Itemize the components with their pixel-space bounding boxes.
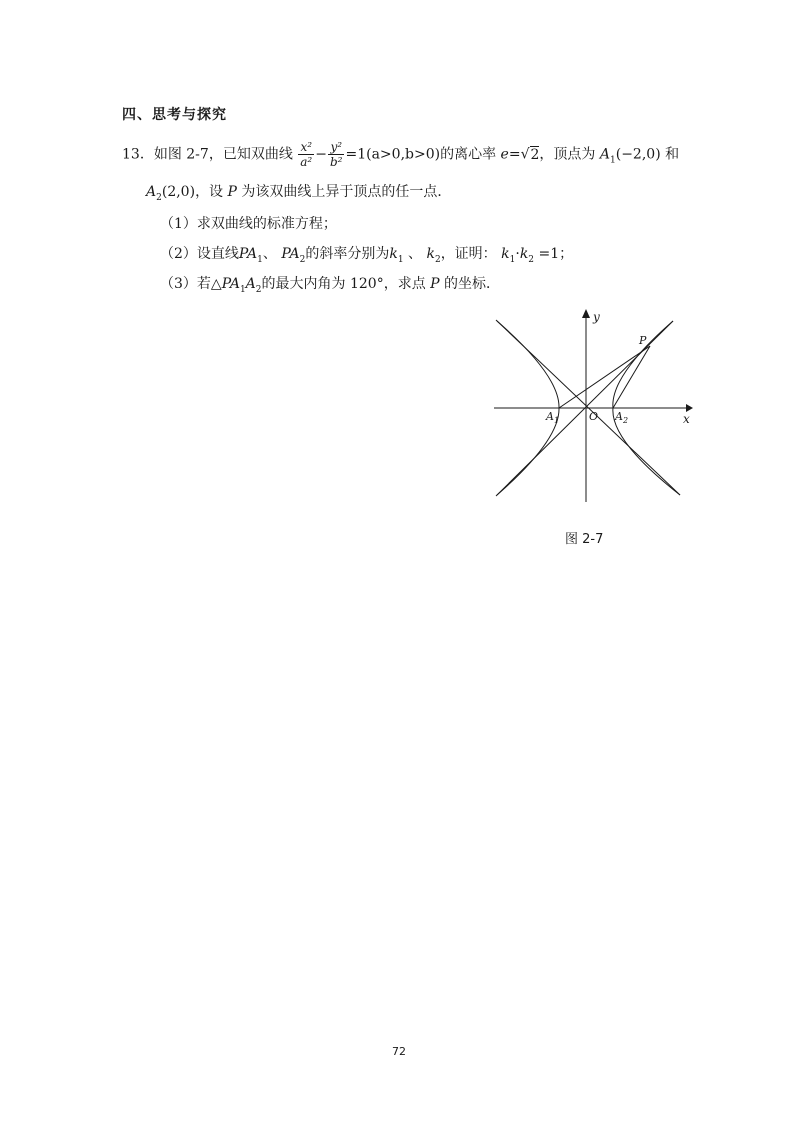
page-number: 72 [392, 1045, 406, 1058]
equation-rest: =1(a>0,b>0) [345, 146, 441, 163]
fraction-y2-b2: $\frac{\text{y²}}{\text{b²}}$ [329, 140, 343, 169]
problem-line-1: 13．如图 2-7，已知双曲线 $\frac{\text{x²}}{\text{a²}}$ − $\frac{\text{y²}}{\text{b²}}$ =1(a>0,b>0)的离心率 e=√2，顶点为 $A_1(-2,0)$ 和 [122, 140, 680, 169]
sub-question-1: （1）求双曲线的标准方程； [160, 216, 337, 232]
sub-question-3: （3）若$\triangle PA_1A_2$的最大内角为 120°，求点 P 的坐标． [160, 276, 501, 295]
section-title: 四、思考与探究 [122, 107, 227, 123]
hyperbola-figure [486, 306, 696, 506]
segment-PA2 [613, 346, 650, 408]
origin-label: O [589, 410, 599, 423]
figure-caption: 图 2-7 [565, 532, 604, 547]
point-A2-label: $A_2$ [615, 410, 629, 425]
problem-intro: 如图 2-7，已知双曲线 [153, 146, 293, 163]
y-axis-arrow [582, 309, 590, 318]
problem-line-2: $A_2(2,0)$，设 P 为该双曲线上异于顶点的任一点． [146, 184, 452, 203]
x-axis-label: x [683, 412, 690, 426]
problem-number: 13． [122, 146, 154, 163]
point-A1-label: $A_1$ [546, 410, 560, 425]
eccentricity-text: 的离心率 [440, 146, 497, 163]
y-axis-label: y [593, 310, 600, 324]
sub-question-2: （2）设直线$PA_1$、 $PA_2$的斜率分别为$k_1$ 、 $k_2$，证明： $k_1\cdot k_2 =1$； [160, 246, 574, 265]
sqrt-2: 2 [530, 146, 540, 163]
segment-PA1 [559, 346, 650, 408]
x-axis-arrow [686, 404, 693, 412]
point-P-label: P [639, 334, 647, 347]
fraction-x2-a2: $\frac{\text{x²}}{\text{a²}}$ [300, 140, 313, 169]
